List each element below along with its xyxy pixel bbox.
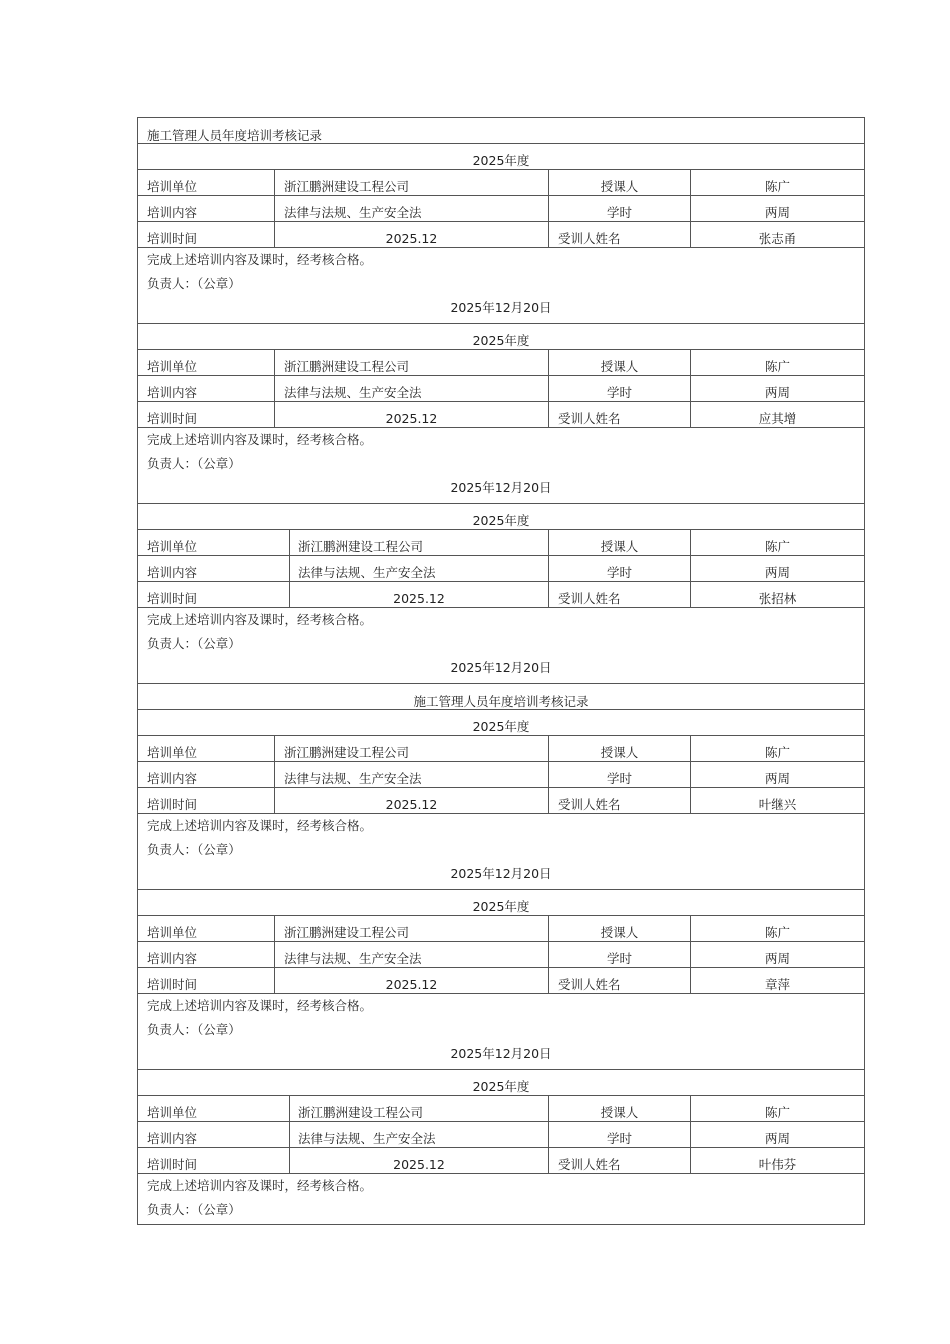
trainee-value: 应其增 [758,411,797,426]
record-year: 2025年度 [138,710,864,736]
record-date: 2025年12月20日 [450,1046,552,1061]
assessment-note [138,814,864,889]
teacher-label: 授课人 [549,1096,691,1121]
trainee-label: 受训人姓名 [549,222,691,247]
content-value: 法律与法规、生产安全法 [275,376,549,401]
time-value: 2025.12 [290,1148,549,1173]
record-year: 2025年度 [138,890,864,916]
record-year: 2025年度 [138,1070,864,1096]
content-row [138,762,864,788]
content-value: 法律与法规、生产安全法 [275,762,549,787]
content-value: 法律与法规、生产安全法 [290,556,549,581]
time-row [138,788,864,814]
record-year: 2025年度 [138,504,864,530]
record-date: 2025年12月20日 [450,866,552,881]
teacher-value: 陈广 [764,539,790,554]
hours-label: 学时 [549,1122,691,1147]
time-label: 培训时间 [138,968,275,993]
hours-value: 两周 [764,565,790,580]
signature-line: 负责人：（公章） [147,1022,241,1037]
teacher-label: 授课人 [549,916,691,941]
time-value: 2025.12 [275,222,549,247]
time-label: 培训时间 [138,582,290,607]
record-block [137,324,865,504]
time-label: 培训时间 [138,788,275,813]
trainee-label: 受训人姓名 [549,402,691,427]
teacher-label: 授课人 [549,736,691,761]
record-date: 2025年12月20日 [450,480,552,495]
assessment-note [138,428,864,503]
signature-line: 负责人：（公章） [147,1202,241,1217]
teacher-label: 授课人 [549,170,691,195]
unit-value: 浙江鹏洲建设工程公司 [275,736,549,761]
record-year: 2025年度 [138,324,864,350]
hours-label: 学时 [549,942,691,967]
assessment-text: 完成上述培训内容及课时，经考核合格。 [147,252,373,267]
unit-label: 培训单位 [138,1096,290,1121]
unit-label: 培训单位 [138,350,275,375]
record-year: 2025年度 [138,144,864,170]
unit-value: 浙江鹏洲建设工程公司 [275,916,549,941]
teacher-value: 陈广 [764,925,790,940]
unit-value: 浙江鹏洲建设工程公司 [275,350,549,375]
record-date: 2025年12月20日 [450,300,552,315]
teacher-label: 授课人 [549,530,691,555]
trainee-label: 受训人姓名 [549,1148,691,1173]
content-label: 培训内容 [138,376,275,401]
time-value: 2025.12 [290,582,549,607]
signature-line: 负责人：（公章） [147,276,241,291]
time-label: 培训时间 [138,1148,290,1173]
content-label: 培训内容 [138,1122,290,1147]
assessment-note [138,1174,864,1224]
teacher-value: 陈广 [764,1105,790,1120]
assessment-text: 完成上述培训内容及课时，经考核合格。 [147,1178,373,1193]
signature-line: 负责人：（公章） [147,842,241,857]
unit-row [138,916,864,942]
teacher-value: 陈广 [764,179,790,194]
hours-label: 学时 [549,762,691,787]
unit-row [138,1096,864,1122]
hours-value: 两周 [764,205,790,220]
time-value: 2025.12 [275,788,549,813]
content-row [138,1122,864,1148]
unit-row [138,350,864,376]
unit-row [138,736,864,762]
trainee-label: 受训人姓名 [549,582,691,607]
trainee-value: 张招林 [758,591,797,606]
hours-label: 学时 [549,376,691,401]
trainee-value: 张志甬 [758,231,797,246]
signature-line: 负责人：（公章） [147,636,241,651]
trainee-label: 受训人姓名 [549,968,691,993]
content-row [138,376,864,402]
trainee-value: 叶伟芬 [758,1157,797,1172]
unit-value: 浙江鹏洲建设工程公司 [290,1096,549,1121]
assessment-note [138,248,864,323]
content-value: 法律与法规、生产安全法 [290,1122,549,1147]
content-value: 法律与法规、生产安全法 [275,942,549,967]
record-block [137,684,865,890]
time-value: 2025.12 [275,402,549,427]
record-block [137,117,865,324]
assessment-text: 完成上述培训内容及课时，经考核合格。 [147,612,373,627]
content-row [138,556,864,582]
trainee-value: 章萍 [764,977,790,992]
record-block [137,504,865,684]
record-block [137,1070,865,1225]
content-label: 培训内容 [138,196,275,221]
assessment-note [138,608,864,683]
unit-row [138,530,864,556]
hours-value: 两周 [764,951,790,966]
assessment-text: 完成上述培训内容及课时，经考核合格。 [147,818,373,833]
record-title: 施工管理人员年度培训考核记录 [138,684,864,710]
unit-label: 培训单位 [138,170,275,195]
hours-value: 两周 [764,385,790,400]
time-label: 培训时间 [138,222,275,247]
trainee-label: 受训人姓名 [549,788,691,813]
hours-label: 学时 [549,556,691,581]
content-label: 培训内容 [138,556,290,581]
training-record-document [137,117,865,1225]
teacher-value: 陈广 [764,359,790,374]
time-row [138,582,864,608]
content-value: 法律与法规、生产安全法 [275,196,549,221]
time-row [138,1148,864,1174]
signature-line: 负责人：（公章） [147,456,241,471]
record-title: 施工管理人员年度培训考核记录 [138,118,864,144]
content-row [138,942,864,968]
teacher-value: 陈广 [764,745,790,760]
trainee-value: 叶继兴 [758,797,797,812]
content-label: 培训内容 [138,762,275,787]
assessment-text: 完成上述培训内容及课时，经考核合格。 [147,432,373,447]
unit-row [138,170,864,196]
unit-value: 浙江鹏洲建设工程公司 [290,530,549,555]
record-date: 2025年12月20日 [450,660,552,675]
teacher-label: 授课人 [549,350,691,375]
time-row [138,402,864,428]
time-label: 培训时间 [138,402,275,427]
unit-value: 浙江鹏洲建设工程公司 [275,170,549,195]
hours-value: 两周 [764,1131,790,1146]
record-block [137,890,865,1070]
unit-label: 培训单位 [138,530,290,555]
unit-label: 培训单位 [138,916,275,941]
content-row [138,196,864,222]
assessment-text: 完成上述培训内容及课时，经考核合格。 [147,998,373,1013]
content-label: 培训内容 [138,942,275,967]
unit-label: 培训单位 [138,736,275,761]
time-row [138,222,864,248]
hours-value: 两周 [764,771,790,786]
hours-label: 学时 [549,196,691,221]
assessment-note [138,994,864,1069]
time-row [138,968,864,994]
time-value: 2025.12 [275,968,549,993]
